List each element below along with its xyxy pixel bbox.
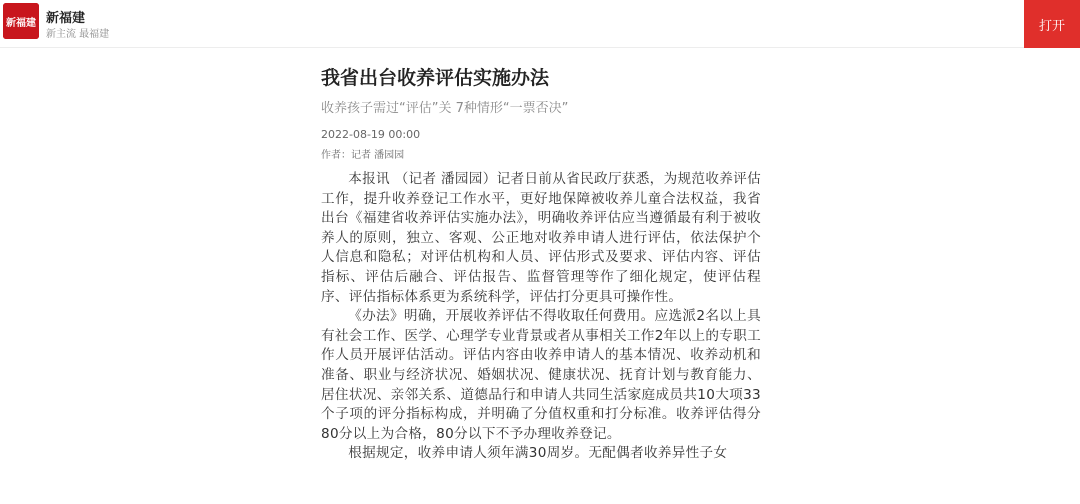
article-author: 作者：记者 潘园园 bbox=[321, 150, 405, 161]
app-slogan: 新主流 最福建 bbox=[46, 29, 110, 40]
open-app-button[interactable]: 打开 bbox=[1024, 0, 1080, 48]
logo-text: 新福建 bbox=[6, 18, 36, 29]
publish-date: 2022-08-19 00:00 bbox=[321, 128, 421, 141]
app-logo bbox=[3, 3, 39, 39]
app-name: 新福建 bbox=[46, 11, 86, 26]
paragraph: 本报讯 （记者 潘园园）记者日前从省民政厅获悉，为规范收养评估工作，提升收养登记工作水平，更好地保障被收养儿童合法权益，我省出台《福建省收养评估实施办法》，明确收养评估应当遵循最有利于被收养人的原则，独立、客观、公正地对收养申请人进行评估，依法保护个人信息和隐私；对评估机构和人员、评估形式及要求、评估内容、评估指标、评估后融合、评估报告、监督管理等作了细化规定，使评估程序、评估指标体系更为系统科学，评估打分更具可操作性。 bbox=[321, 171, 761, 305]
paragraph: 根据规定，收养申请人须年满30周岁。无配偶者收养异性子女 bbox=[348, 445, 728, 462]
article-title: 我省出台收养评估实施办法 bbox=[321, 67, 550, 89]
top-bar bbox=[0, 0, 1080, 48]
logo-icon bbox=[3, 3, 39, 39]
article-subtitle: 收养孩子需过“评估”关 7种情形“一票否决” bbox=[321, 101, 569, 116]
article bbox=[321, 48, 761, 464]
article-body bbox=[321, 170, 761, 464]
paragraph: 《办法》明确，开展收养评估不得收取任何费用。应选派2名以上具有社会工作、医学、心理学专业背景或者从事相关工作2年以上的专职工作人员开展评估活动。评估内容由收养申请人的基本情况、收养动机和准备、职业与经济状况、婚姻状况、健康状况、抚育计划与教育能力、居住状况、亲邻关系、道德品行和申请人共同生活家庭成员共10大项33个子项的评分指标构成，并明确了分值权重和打分标准。收养评估得分80分以上为合格，80分以下不予办理收养登记。 bbox=[321, 308, 761, 442]
